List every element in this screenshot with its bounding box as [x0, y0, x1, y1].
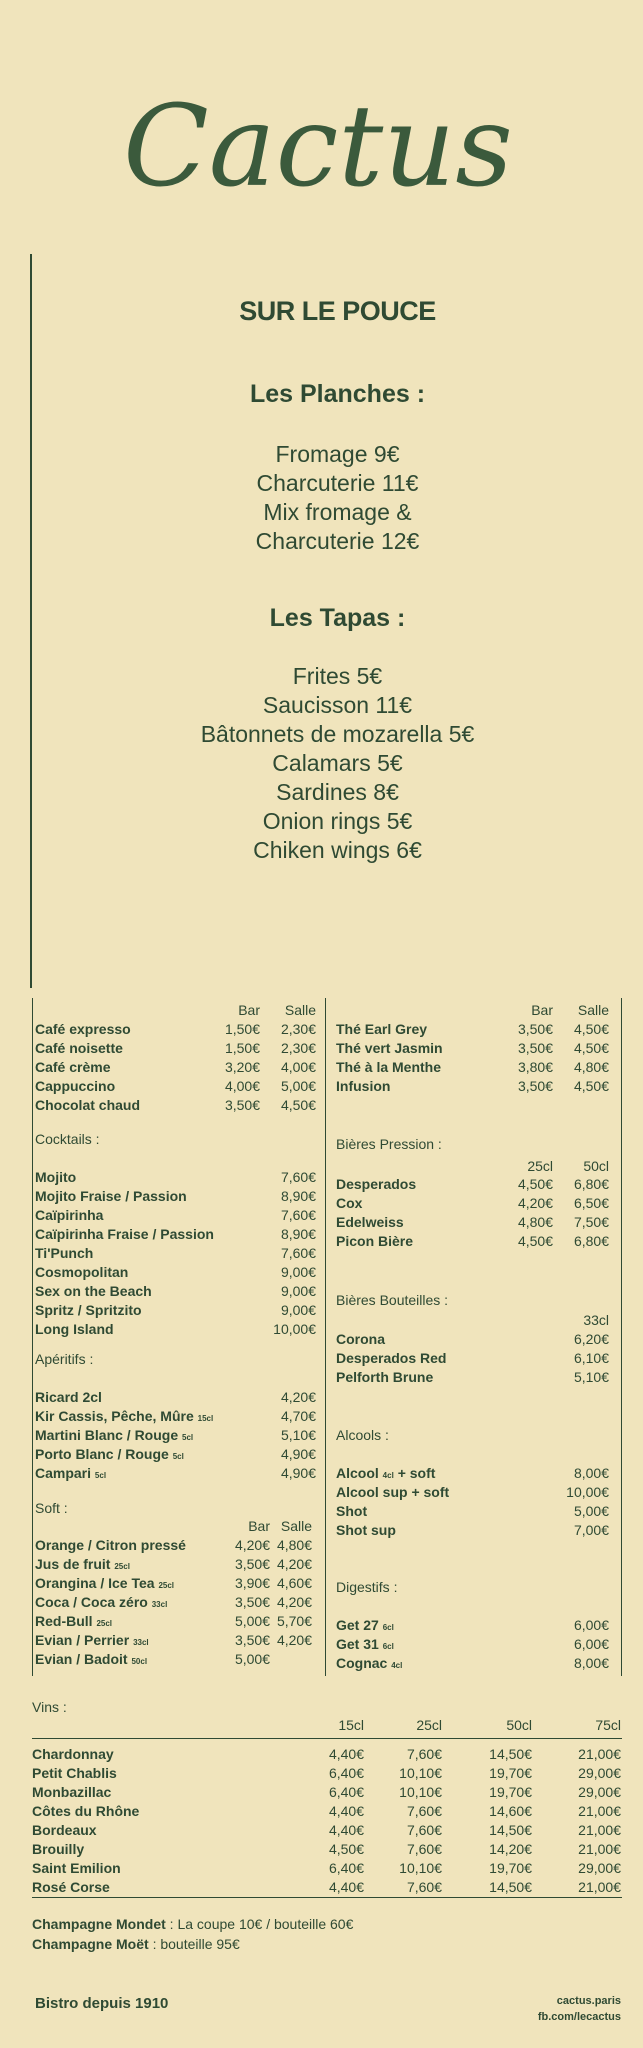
item-price: 7,60€	[280, 1207, 316, 1223]
menu-item-name	[32, 1764, 117, 1783]
menu-item-name	[35, 1301, 142, 1320]
item-suffix: + soft	[397, 1465, 436, 1481]
item-price: 4,50€	[280, 1097, 316, 1113]
menu-item-name	[35, 1536, 186, 1555]
item-name: Ricard 2cl	[35, 1389, 102, 1405]
menu-item-name	[32, 1745, 114, 1764]
item-name: Long Island	[35, 1321, 114, 1337]
item-name: Brouilly	[32, 1841, 85, 1857]
item-price: 3,50€	[517, 1078, 553, 1094]
vins-col-header: 25cl	[416, 1717, 442, 1733]
item-price: 6,00€	[573, 1636, 609, 1652]
menu-item-name	[336, 1368, 433, 1387]
champagne-name: Champagne Mondet	[32, 1916, 166, 1932]
menu-item-name	[35, 1407, 213, 1426]
item-name: Mojito Fraise / Passion	[35, 1188, 187, 1204]
planches-item: Fromage 9€	[275, 441, 400, 467]
menu-item-name	[35, 1464, 106, 1483]
item-price: 5,00€	[234, 1613, 270, 1629]
item-price: 8,90€	[280, 1226, 316, 1242]
col-header-salle: Salle	[284, 1002, 316, 1018]
item-name: Campari	[35, 1465, 92, 1481]
menu-item-name	[35, 1445, 184, 1464]
champagne-detail: : bouteille 95€	[148, 1936, 240, 1952]
right-col-rule	[621, 998, 622, 1676]
facebook-link[interactable]: fb.com/lecactus	[537, 2011, 621, 2023]
item-price: 4,50€	[517, 1233, 553, 1249]
vins-col-header: 50cl	[506, 1717, 532, 1733]
menu-item-name	[35, 1225, 214, 1244]
item-price: 19,70€	[489, 1860, 532, 1876]
item-price: 7,60€	[406, 1841, 442, 1857]
section-heading: Cocktails :	[35, 1131, 100, 1147]
item-price: 7,50€	[573, 1214, 609, 1230]
tapas-list	[32, 662, 643, 865]
item-price: 4,50€	[517, 1176, 553, 1192]
item-name: Rosé Corse	[32, 1879, 110, 1895]
menu-item-name	[35, 1650, 147, 1669]
item-price: 8,90€	[280, 1188, 316, 1204]
menu-item-name	[32, 1840, 84, 1859]
item-price: 3,50€	[224, 1097, 260, 1113]
item-price: 14,50€	[489, 1746, 532, 1762]
item-size: 33cl	[151, 1600, 168, 1609]
col-header-50cl: 50cl	[583, 1158, 609, 1174]
col-header-25cl: 25cl	[527, 1158, 553, 1174]
item-price: 4,90€	[280, 1446, 316, 1462]
item-name: Edelweiss	[336, 1214, 404, 1230]
item-price: 10,10€	[399, 1765, 442, 1781]
item-price: 21,00€	[578, 1803, 621, 1819]
planches-item: Charcuterie 11€	[256, 470, 419, 496]
menu-item-name	[35, 1206, 103, 1225]
item-name: Cox	[336, 1195, 363, 1211]
item-price: 3,20€	[224, 1059, 260, 1075]
menu-item-name	[32, 1821, 97, 1840]
champagne-name: Champagne Moët	[32, 1936, 149, 1952]
item-price: 6,50€	[573, 1195, 609, 1211]
item-price: 5,10€	[280, 1427, 316, 1443]
item-price: 7,60€	[406, 1746, 442, 1762]
item-name: Coca / Coca zéro	[35, 1594, 148, 1610]
item-size: 4cl	[391, 1661, 403, 1670]
menu-item-name	[336, 1349, 446, 1368]
cactus-logo-text: Cactus	[123, 82, 513, 212]
item-price: 6,40€	[328, 1765, 364, 1781]
item-price: 29,00€	[578, 1784, 621, 1800]
item-price: 4,50€	[328, 1841, 364, 1857]
vins-col-header: 15cl	[338, 1717, 364, 1733]
item-name: Orangina / Ice Tea	[35, 1575, 155, 1591]
menu-item-name	[336, 1521, 396, 1540]
item-price: 4,80€	[517, 1214, 553, 1230]
item-price: 4,40€	[328, 1822, 364, 1838]
tapas-heading: Les Tapas :	[269, 604, 406, 632]
tapas-item: Sardines 8€	[276, 779, 399, 805]
item-name: Evian / Perrier	[35, 1632, 130, 1648]
item-price: 7,60€	[280, 1169, 316, 1185]
item-price: 3,50€	[234, 1556, 270, 1572]
menu-item-name	[336, 1058, 441, 1077]
item-price: 21,00€	[578, 1822, 621, 1838]
item-price: 4,20€	[517, 1195, 553, 1211]
menu-item-name	[35, 1426, 193, 1445]
item-name: Alcool	[336, 1465, 379, 1481]
item-price: 4,80€	[276, 1537, 312, 1553]
menu-item-name	[336, 1232, 413, 1251]
menu-item-name	[32, 1783, 111, 1802]
item-name: Desperados Red	[336, 1350, 447, 1366]
item-price: 6,80€	[573, 1233, 609, 1249]
menu-item-name	[32, 1859, 121, 1878]
menu-item-name	[35, 1320, 114, 1339]
item-price: 4,90€	[280, 1465, 316, 1481]
item-price: 4,20€	[276, 1632, 312, 1648]
item-name: Get 31	[336, 1636, 379, 1652]
item-price: 3,90€	[234, 1575, 270, 1591]
section-heading: Bières Bouteilles :	[336, 1292, 449, 1308]
col-header-bar: Bar	[531, 1002, 553, 1018]
item-name: Café noisette	[35, 1040, 123, 1056]
item-price: 3,80€	[517, 1059, 553, 1075]
champagne-rule	[32, 1897, 622, 1898]
item-name: Alcool sup + soft	[336, 1484, 450, 1500]
item-name: Côtes du Rhône	[32, 1803, 140, 1819]
item-name: Chocolat chaud	[35, 1097, 141, 1113]
item-name: Caïpirinha	[35, 1207, 104, 1223]
section-heading: Alcools :	[336, 1427, 389, 1443]
item-name: Sex on the Beach	[35, 1283, 152, 1299]
item-price: 7,60€	[406, 1822, 442, 1838]
menu-item-name	[336, 1654, 402, 1673]
item-price: 29,00€	[578, 1765, 621, 1781]
champagne-line	[32, 1935, 240, 1954]
tapas-item: Frites 5€	[292, 663, 383, 689]
menu-item-name	[336, 1616, 394, 1635]
menu-item-name	[32, 1878, 110, 1897]
menu-item-name	[336, 1194, 362, 1213]
vins-col-header: 75cl	[595, 1717, 621, 1733]
item-price: 14,60€	[489, 1803, 532, 1819]
item-name: Chardonnay	[32, 1746, 114, 1762]
item-size: 5cl	[182, 1433, 194, 1442]
menu-item-name	[35, 1612, 112, 1631]
item-price: 5,00€	[573, 1503, 609, 1519]
menu-item-name	[35, 1388, 102, 1407]
item-price: 8,00€	[573, 1465, 609, 1481]
vins-rule	[32, 1738, 622, 1739]
col-header-bar: Bar	[238, 1002, 260, 1018]
champagne-line	[32, 1915, 353, 1934]
col-header-salle: Salle	[577, 1002, 609, 1018]
item-price: 5,00€	[234, 1651, 270, 1667]
item-name: Spritz / Spritzito	[35, 1302, 142, 1318]
item-price: 14,50€	[489, 1879, 532, 1895]
tapas-item: Bâtonnets de mozarella 5€	[200, 721, 475, 747]
item-price: 2,30€	[280, 1021, 316, 1037]
item-price: 21,00€	[578, 1841, 621, 1857]
section-heading: Bières Pression :	[336, 1136, 442, 1152]
item-price: 3,50€	[517, 1021, 553, 1037]
item-name: Bordeaux	[32, 1822, 97, 1838]
menu-item-name	[35, 1077, 115, 1096]
item-name: Pelforth Brune	[336, 1369, 434, 1385]
champagne-detail: : La coupe 10€ / bouteille 60€	[165, 1916, 354, 1932]
section-heading: Digestifs :	[336, 1579, 398, 1595]
item-price: 4,20€	[280, 1389, 316, 1405]
item-price: 10,10€	[399, 1860, 442, 1876]
item-price: 4,50€	[573, 1078, 609, 1094]
item-size: 5cl	[94, 1471, 107, 1480]
item-price: 9,00€	[280, 1302, 316, 1318]
section-title: SUR LE POUCE	[239, 296, 436, 326]
item-price: 5,70€	[276, 1613, 312, 1629]
item-price: 10,00€	[566, 1484, 609, 1500]
menu-item-name	[336, 1483, 449, 1502]
menu-item-name	[336, 1175, 416, 1194]
col-header-salle: Salle	[280, 1518, 312, 1534]
item-price: 4,50€	[573, 1040, 609, 1056]
planches-heading: Les Planches :	[249, 380, 426, 408]
item-price: 14,50€	[489, 1822, 532, 1838]
item-name: Porto Blanc / Rouge	[35, 1446, 169, 1462]
item-name: Infusion	[336, 1078, 391, 1094]
menu-item-name	[336, 1464, 435, 1483]
item-price: 6,10€	[573, 1350, 609, 1366]
tapas-item: Saucisson 11€	[262, 692, 413, 718]
menu-item-name	[35, 1631, 149, 1650]
item-price: 4,20€	[276, 1556, 312, 1572]
item-size: 15cl	[197, 1414, 214, 1423]
item-size: 25cl	[96, 1619, 113, 1628]
item-name: Shot	[336, 1503, 368, 1519]
menu-item-name	[35, 1020, 131, 1039]
item-name: Corona	[336, 1331, 385, 1347]
item-price: 14,20€	[489, 1841, 532, 1857]
menu-item-name	[336, 1213, 404, 1232]
item-price: 4,50€	[573, 1021, 609, 1037]
item-name: Shot sup	[336, 1522, 396, 1538]
item-name: Café expresso	[35, 1021, 131, 1037]
item-price: 19,70€	[489, 1765, 532, 1781]
item-price: 4,40€	[328, 1803, 364, 1819]
menu-item-name	[336, 1077, 390, 1096]
item-price: 9,00€	[280, 1264, 316, 1280]
tapas-item: Chiken wings 6€	[253, 837, 422, 863]
item-price: 4,00€	[280, 1059, 316, 1075]
item-name: Cosmopolitan	[35, 1264, 129, 1280]
item-size: 50cl	[131, 1657, 148, 1666]
item-name: Kir Cassis, Pêche, Mûre	[35, 1408, 194, 1424]
menu-item-name	[336, 1635, 394, 1654]
item-name: Cognac	[336, 1655, 388, 1671]
item-name: Saint Emilion	[32, 1860, 121, 1876]
planches-item: Mix fromage &	[263, 499, 412, 525]
menu-item-name	[35, 1244, 93, 1263]
menu-item-name	[35, 1096, 140, 1115]
item-price: 4,20€	[234, 1537, 270, 1553]
item-price: 10,00€	[273, 1321, 316, 1337]
item-price: 2,30€	[280, 1040, 316, 1056]
item-price: 8,00€	[573, 1655, 609, 1671]
website-link[interactable]: cactus.paris	[556, 1995, 621, 2007]
menu-item-name	[35, 1593, 167, 1612]
item-size: 4cl	[382, 1471, 394, 1480]
planches-list	[32, 440, 643, 556]
item-price: 6,80€	[573, 1176, 609, 1192]
footer-tagline: Bistro depuis 1910	[35, 1995, 169, 2012]
col-header-33cl: 33cl	[583, 1312, 609, 1328]
tapas-item: Calamars 5€	[272, 750, 403, 776]
item-price: 1,50€	[224, 1021, 260, 1037]
menu-item-name	[35, 1574, 174, 1593]
item-price: 29,00€	[578, 1860, 621, 1876]
item-price: 7,60€	[406, 1879, 442, 1895]
item-price: 3,50€	[234, 1594, 270, 1610]
item-name: Ti'Punch	[35, 1245, 94, 1261]
item-name: Thé à la Menthe	[336, 1059, 442, 1075]
item-size: 6cl	[382, 1642, 394, 1651]
item-name: Evian / Badoit	[35, 1651, 128, 1667]
item-price: 3,50€	[234, 1632, 270, 1648]
planches-item: Charcuterie 12€	[255, 528, 420, 554]
item-name: Monbazillac	[32, 1784, 112, 1800]
item-price: 7,60€	[406, 1803, 442, 1819]
item-price: 6,40€	[328, 1860, 364, 1876]
section-heading: Apéritifs :	[35, 1351, 94, 1367]
item-name: Get 27	[336, 1617, 379, 1633]
item-name: Desperados	[336, 1176, 417, 1192]
item-name: Red-Bull	[35, 1613, 93, 1629]
item-name: Martini Blanc / Rouge	[35, 1427, 179, 1443]
item-name: Thé vert Jasmin	[336, 1040, 443, 1056]
item-name: Thé Earl Grey	[336, 1021, 428, 1037]
item-name: Cappuccino	[35, 1078, 116, 1094]
item-price: 6,00€	[573, 1617, 609, 1633]
tapas-item: Onion rings 5€	[262, 808, 413, 834]
menu-item-name	[336, 1020, 427, 1039]
item-price: 4,20€	[276, 1594, 312, 1610]
col-header-bar: Bar	[248, 1518, 270, 1534]
cactus-logo	[0, 60, 643, 240]
item-price: 3,50€	[517, 1040, 553, 1056]
menu-item-name	[336, 1330, 385, 1349]
menu-item-name	[35, 1058, 111, 1077]
menu-item-name	[35, 1039, 123, 1058]
item-price: 5,10€	[573, 1369, 609, 1385]
menu-item-name	[35, 1555, 130, 1574]
item-size: 25cl	[158, 1581, 175, 1590]
item-name: Jus de fruit	[35, 1556, 111, 1572]
menu-item-name	[35, 1187, 187, 1206]
item-price: 5,00€	[280, 1078, 316, 1094]
menu-item-name	[35, 1282, 152, 1301]
item-name: Caïpirinha Fraise / Passion	[35, 1226, 214, 1242]
menu-item-name	[336, 1039, 443, 1058]
menu-item-name	[35, 1168, 76, 1187]
section-heading: Soft :	[35, 1500, 68, 1516]
item-name: Orange / Citron pressé	[35, 1537, 186, 1553]
item-price: 4,40€	[328, 1746, 364, 1762]
item-size: 5cl	[172, 1452, 184, 1461]
item-name: Picon Bière	[336, 1233, 414, 1249]
item-price: 4,70€	[280, 1408, 316, 1424]
item-price: 6,40€	[328, 1784, 364, 1800]
item-size: 33cl	[133, 1638, 149, 1647]
footer-contact	[538, 1993, 621, 2025]
item-price: 4,40€	[328, 1879, 364, 1895]
item-price: 4,80€	[573, 1059, 609, 1075]
menu-item-name	[35, 1263, 128, 1282]
item-price: 10,10€	[399, 1784, 442, 1800]
item-price: 6,20€	[573, 1331, 609, 1347]
item-name: Mojito	[35, 1169, 77, 1185]
item-price: 7,60€	[280, 1245, 316, 1261]
item-price: 21,00€	[578, 1879, 621, 1895]
item-price: 19,70€	[489, 1784, 532, 1800]
item-price: 9,00€	[280, 1283, 316, 1299]
section-heading: Vins :	[32, 1699, 67, 1715]
menu-item-name	[336, 1502, 367, 1521]
item-price: 4,00€	[224, 1078, 260, 1094]
item-size: 25cl	[114, 1562, 130, 1571]
item-name: Café crème	[35, 1059, 111, 1075]
middle-col-rule	[325, 998, 326, 1676]
item-price: 4,60€	[276, 1575, 312, 1591]
item-price: 21,00€	[578, 1746, 621, 1762]
item-name: Petit Chablis	[32, 1765, 117, 1781]
item-price: 7,00€	[573, 1522, 609, 1538]
item-price: 1,50€	[224, 1040, 260, 1056]
left-col-rule	[32, 998, 33, 1676]
menu-item-name	[32, 1802, 139, 1821]
item-size: 6cl	[382, 1623, 394, 1632]
